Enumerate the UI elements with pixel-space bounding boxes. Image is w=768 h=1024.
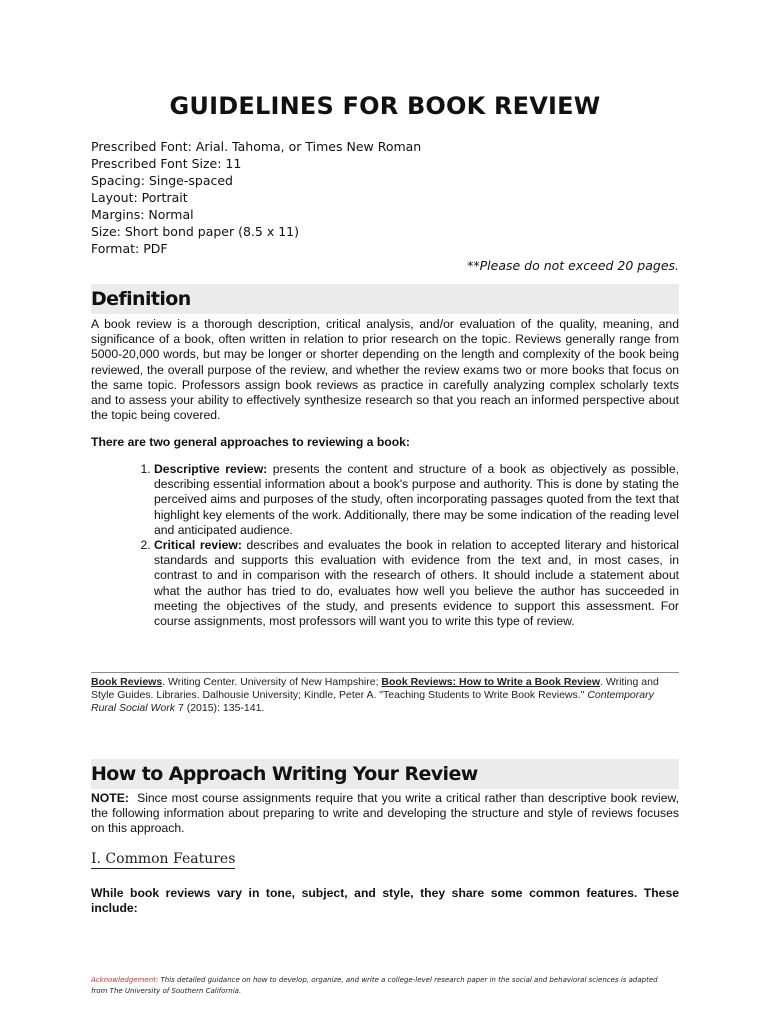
common-features-heading: I. Common Features [91,851,236,867]
reference-1-details: . Writing Center. University of New Hampshire; [162,676,382,688]
acknowledgement-footer [91,975,661,997]
spec-font-size: Prescribed Font Size: 11 [91,156,242,171]
critical-review-label: Critical review: [154,538,242,553]
list-item-descriptive-review [154,462,679,538]
spec-layout: Layout: Portrait [91,190,188,205]
approach-heading: How to Approach Writing Your Review [91,763,478,785]
spec-size: Size: Short bond paper (8.5 x 11) [91,224,299,239]
approaches-intro: There are two general approaches to reviewing a book: [91,435,410,449]
format-specifications [91,138,421,257]
document-title: GUIDELINES FOR BOOK REVIEW [169,92,601,120]
approaches-list [91,462,679,629]
spec-margins: Margins: Normal [91,207,194,222]
reference-3-details: 7 (2015): 135-141. [175,702,265,714]
spec-spacing: Spacing: Singe-spaced [91,173,233,188]
acknowledgement-text: This detailed guidance on how to develop, organize, and write a college-level research paper in the social and behavioral sciences is adapted from The University of Southern California. [91,976,658,995]
reference-link-how-to-write[interactable]: Book Reviews: How to Write a Book Review [381,676,601,688]
reference-2-details: . Writing and Style Guides. Libraries. Dalhousie University; Kindle, Peter A. "Teaching Students to Write Book Reviews." [91,676,659,701]
critical-review-text: describes and evaluates the book in relation to accepted literary and historical standards and supports this evaluation with evidence from the text and, in most cases, in contrast to and in comparison with the research of others. It should include a statement about what the author has tried to do, evaluates how well you believe the author has succeeded in meeting the objectives of the study, and presents evidence to support this assessment. For course assignments, most professors will want you to write this type of review. [154,538,679,629]
approach-heading-band [91,759,679,789]
definition-paragraph: A book review is a thorough description, critical analysis, and/or evaluation of the quality, meaning, and significance of a book, often written in relation to prior research on the topic. Reviews generally range from 5000-20,000 words, but may be longer or shorter depending on the length and complexity of the book being reviewed, the overall purpose of the review, and whether the review exams two or more books that focus on the same topic. Professors assign book reviews as practice in carefully analyzing complex scholarly texts and to assess your ability to effectively synthesize research so that you reach an informed perspective about the topic being covered. [91,317,679,423]
descriptive-review-label: Descriptive review: [154,462,268,476]
page-limit-note: **Please do not exceed 20 pages. [467,258,679,273]
descriptive-review-text: presents the content and structure of a book as objectively as possible, describing essential information about a book's purpose and authority. This is done by stating the perceived aims and purposes of the study, often incorporating passages quoted from the text that highlight key elements of the work. Additionally, there may be some indication of the reading level and anticipated audience. [154,462,679,537]
references-divider [91,672,679,673]
note-label: NOTE: [91,791,129,805]
acknowledgement-label: Acknowledgement: [91,976,159,984]
reference-journal-title: Contemporary Rural Social Work [91,689,654,714]
references [91,676,679,715]
reference-link-book-reviews[interactable]: Book Reviews [91,676,163,688]
definition-heading: Definition [91,288,191,310]
list-item-critical-review [154,538,679,629]
note-text: Since most course assignments require that you write a critical rather than descriptive book review, the following information about preparing to write and developing the structure and style of reviews focuses on this approach. [91,791,679,836]
definition-heading-band [91,284,679,314]
spec-format: Format: PDF [91,241,168,256]
common-features-intro: While book reviews vary in tone, subject, and style, they share some common features. These include: [91,886,679,916]
spec-font: Prescribed Font: Arial. Tahoma, or Times New Roman [91,139,422,154]
note-paragraph [91,791,679,837]
